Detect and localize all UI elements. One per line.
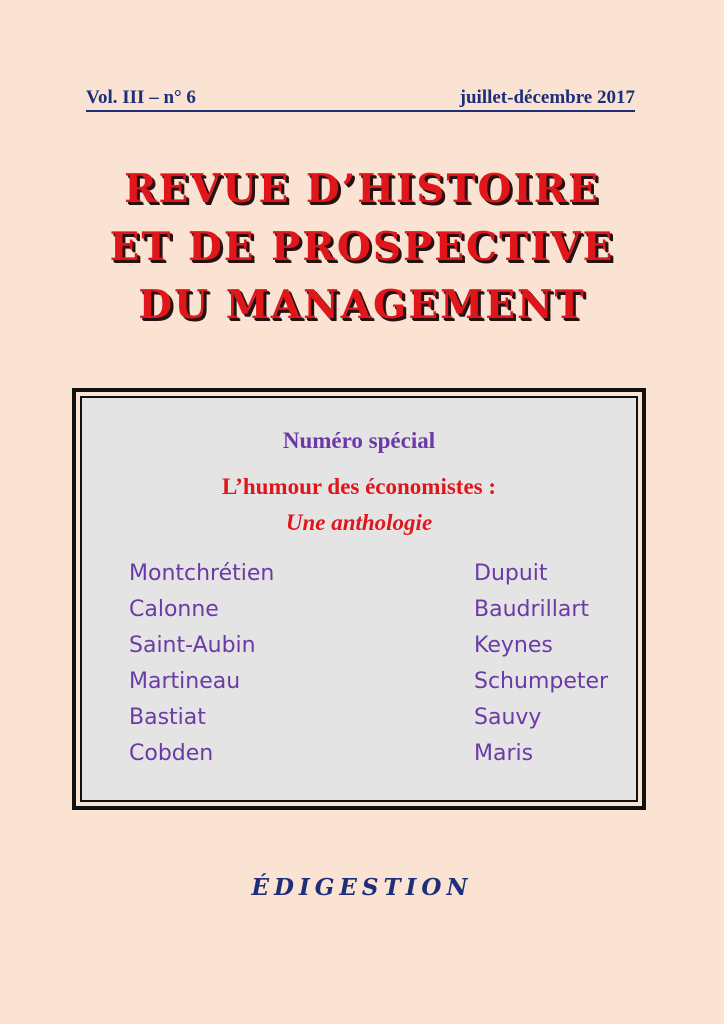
author-name: Martineau — [129, 669, 241, 694]
publisher-logo: ÉDIGESTION — [251, 874, 473, 901]
author-name: Baudrillart — [474, 597, 590, 622]
special-issue-label: Numéro spécial — [282, 428, 436, 453]
volume-number: Vol. III – n° 6 — [86, 87, 196, 108]
special-issue-frame — [72, 388, 646, 810]
author-name: Montchrétien — [129, 561, 275, 586]
issue-subject: L’humour des économistes : — [221, 474, 497, 499]
author-name: Keynes — [474, 633, 553, 658]
issue-period: juillet-décembre 2017 — [459, 87, 635, 108]
issue-header — [86, 86, 635, 112]
author-name: Calonne — [129, 597, 219, 622]
special-issue-panel — [80, 396, 638, 802]
author-name: Sauvy — [474, 705, 542, 730]
author-name: Schumpeter — [474, 669, 609, 694]
authors-left-column — [129, 556, 274, 772]
authors-right-column — [474, 556, 608, 772]
title-line-3: DU MANAGEMENT — [138, 282, 586, 328]
author-name: Bastiat — [129, 705, 206, 730]
author-name: Dupuit — [474, 561, 548, 586]
issue-subtitle: Une anthologie — [285, 510, 433, 535]
journal-title — [0, 160, 724, 334]
author-name: Maris — [474, 741, 534, 766]
author-name: Saint-Aubin — [129, 633, 256, 658]
title-line-1: REVUE D’HISTOIRE — [124, 166, 600, 212]
title-line-2: ET DE PROSPECTIVE — [109, 224, 615, 270]
author-name: Cobden — [129, 741, 214, 766]
